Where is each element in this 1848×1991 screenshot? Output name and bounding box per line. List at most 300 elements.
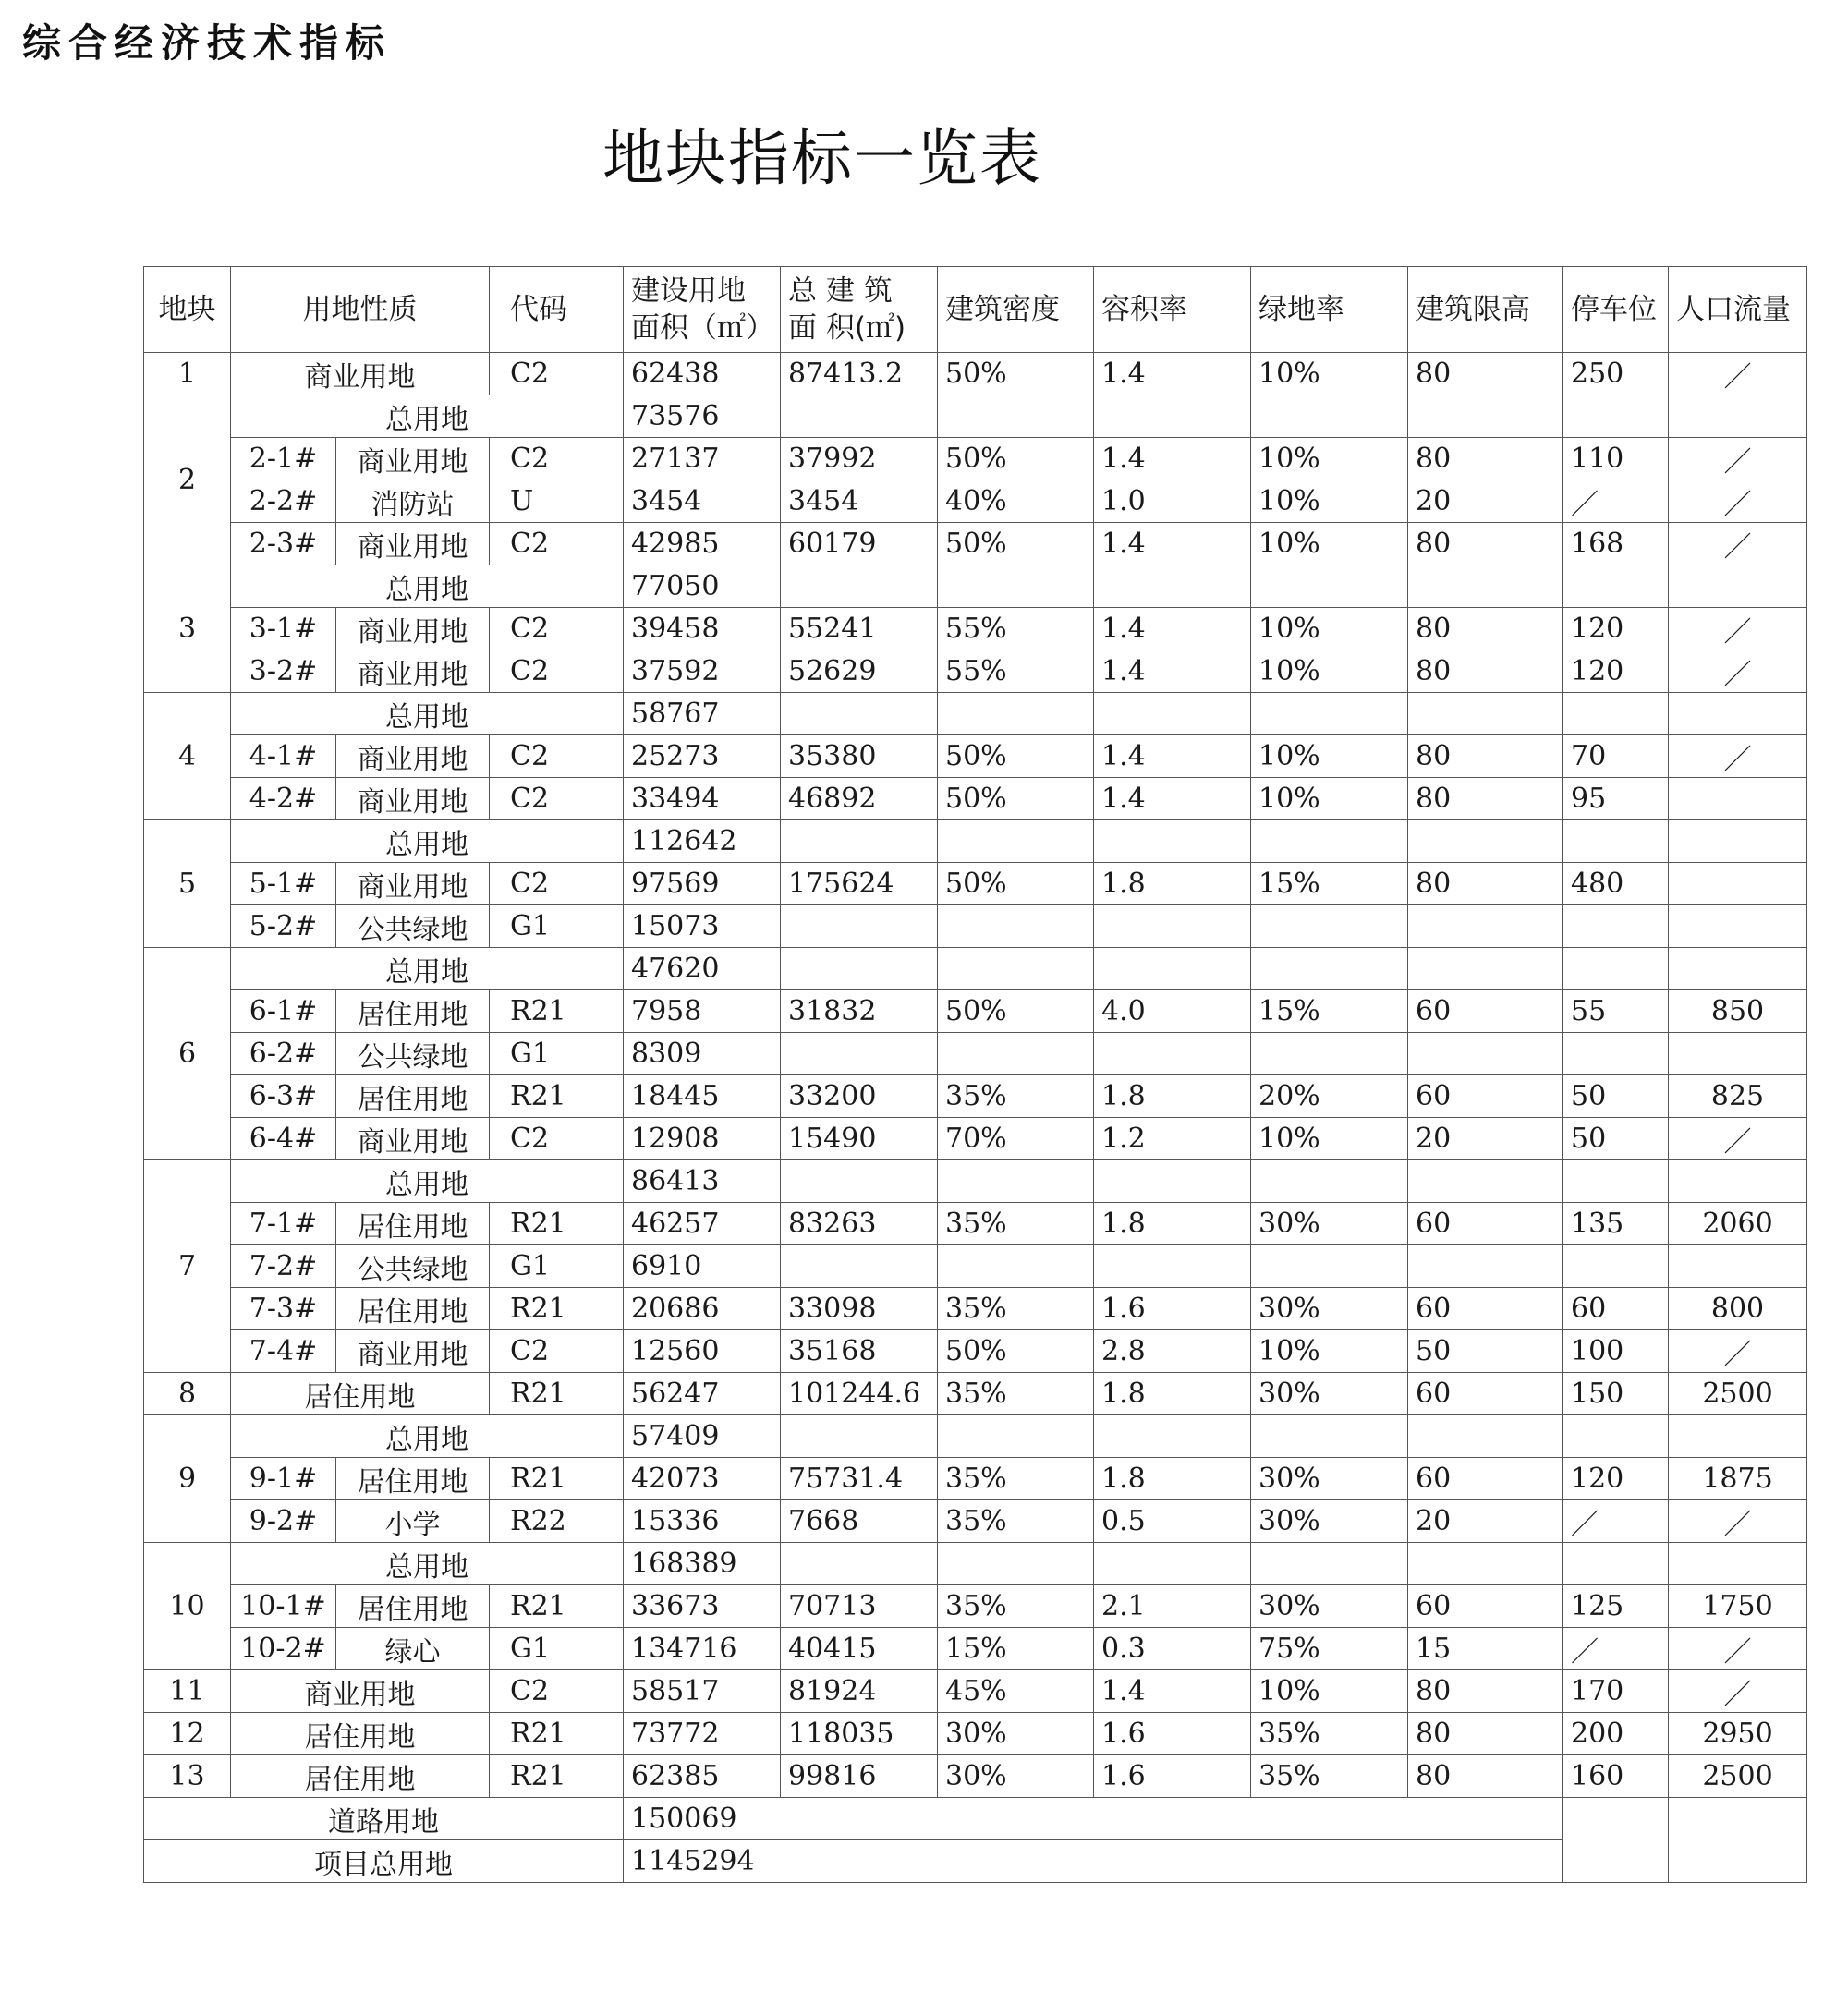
land-use: 居住用地 — [231, 1755, 490, 1798]
empty-cell — [1094, 1415, 1251, 1458]
far-cell: 1.4 — [1094, 735, 1251, 778]
green-ratio-cell: 10% — [1251, 1670, 1408, 1713]
population-cell: ／ — [1669, 650, 1807, 693]
land-use: 绿心 — [336, 1628, 490, 1670]
table-row-total — [144, 820, 1807, 863]
population-cell: ／ — [1669, 608, 1807, 650]
table-row — [144, 1713, 1807, 1755]
gfa-cell: 70713 — [781, 1585, 938, 1628]
plot-number: 8 — [144, 1373, 231, 1415]
gfa-cell: 31832 — [781, 990, 938, 1033]
height-limit-cell: 60 — [1408, 1288, 1563, 1330]
empty-cell — [1408, 395, 1563, 438]
land-use: 商业用地 — [336, 608, 490, 650]
height-limit-cell: 60 — [1408, 1585, 1563, 1628]
land-code: C2 — [490, 523, 624, 565]
land-code: R22 — [490, 1500, 624, 1543]
land-use: 商业用地 — [336, 778, 490, 820]
empty-cell — [1408, 1415, 1563, 1458]
total-land-label: 总用地 — [231, 565, 624, 608]
far-cell — [1094, 1245, 1251, 1288]
sub-plot-id: 7-1# — [231, 1203, 336, 1245]
green-ratio-cell: 30% — [1251, 1203, 1408, 1245]
empty-cell — [1408, 693, 1563, 735]
density-cell: 70% — [938, 1118, 1094, 1160]
parking-cell: 160 — [1563, 1755, 1669, 1798]
site-area-cell: 62438 — [624, 353, 781, 395]
land-use: 商业用地 — [336, 438, 490, 480]
far-cell: 1.4 — [1094, 353, 1251, 395]
green-ratio-cell: 10% — [1251, 650, 1408, 693]
gfa-cell: 75731.4 — [781, 1458, 938, 1500]
empty-cell — [938, 820, 1094, 863]
table-row-sub — [144, 650, 1807, 693]
empty-cell — [1669, 948, 1807, 990]
far-cell: 1.6 — [1094, 1755, 1251, 1798]
population-cell: 800 — [1669, 1288, 1807, 1330]
far-cell: 1.4 — [1094, 650, 1251, 693]
sub-plot-id: 7-2# — [231, 1245, 336, 1288]
empty-cell — [1563, 693, 1669, 735]
far-cell: 1.6 — [1094, 1288, 1251, 1330]
col-header-height-limit: 建筑限高 — [1408, 267, 1563, 353]
table-row-sub — [144, 905, 1807, 948]
empty-cell — [1251, 1160, 1408, 1203]
population-cell: 2500 — [1669, 1373, 1807, 1415]
far-cell: 1.8 — [1094, 1075, 1251, 1118]
land-use: 消防站 — [336, 480, 490, 523]
gfa-cell: 52629 — [781, 650, 938, 693]
density-cell: 35% — [938, 1373, 1094, 1415]
population-cell — [1669, 1245, 1807, 1288]
plot-number: 5 — [144, 820, 231, 948]
project-total-row — [144, 1840, 1807, 1883]
density-cell — [938, 1033, 1094, 1075]
table-row-sub — [144, 1628, 1807, 1670]
land-use: 公共绿地 — [336, 1245, 490, 1288]
height-limit-cell: 60 — [1408, 1458, 1563, 1500]
density-cell: 50% — [938, 1330, 1094, 1373]
density-cell: 35% — [938, 1458, 1094, 1500]
total-land-label: 总用地 — [231, 1160, 624, 1203]
empty-cell — [1251, 565, 1408, 608]
density-cell: 50% — [938, 990, 1094, 1033]
empty-cell — [781, 1543, 938, 1585]
population-cell: ／ — [1669, 523, 1807, 565]
empty-cell — [938, 693, 1094, 735]
table-row — [144, 1755, 1807, 1798]
parking-cell: 170 — [1563, 1670, 1669, 1713]
plot-number: 11 — [144, 1670, 231, 1713]
col-header-parking: 停车位 — [1563, 267, 1669, 353]
total-land-label: 总用地 — [231, 820, 624, 863]
parking-cell: ／ — [1563, 1628, 1669, 1670]
table-row-sub — [144, 523, 1807, 565]
land-code: C2 — [490, 1330, 624, 1373]
plot-number: 13 — [144, 1755, 231, 1798]
site-area-cell: 37592 — [624, 650, 781, 693]
sub-plot-id: 6-2# — [231, 1033, 336, 1075]
table-row — [144, 353, 1807, 395]
far-cell: 1.8 — [1094, 863, 1251, 905]
total-site-area: 73576 — [624, 395, 781, 438]
land-use: 居住用地 — [231, 1373, 490, 1415]
far-cell: 2.8 — [1094, 1330, 1251, 1373]
table-row-sub — [144, 480, 1807, 523]
sub-plot-id: 3-2# — [231, 650, 336, 693]
population-cell: ／ — [1669, 1628, 1807, 1670]
parking-cell: ／ — [1563, 480, 1669, 523]
sub-plot-id: 9-1# — [231, 1458, 336, 1500]
land-use: 小学 — [336, 1500, 490, 1543]
sub-plot-id: 6-4# — [231, 1118, 336, 1160]
table-row-total — [144, 395, 1807, 438]
gfa-cell: 40415 — [781, 1628, 938, 1670]
population-cell: 2500 — [1669, 1755, 1807, 1798]
height-limit-cell: 50 — [1408, 1330, 1563, 1373]
site-area-cell: 7958 — [624, 990, 781, 1033]
sub-plot-id: 10-2# — [231, 1628, 336, 1670]
height-limit-cell — [1408, 1033, 1563, 1075]
empty-cell — [938, 395, 1094, 438]
table-row-sub — [144, 1203, 1807, 1245]
empty-cell — [781, 1160, 938, 1203]
sub-plot-id: 6-3# — [231, 1075, 336, 1118]
population-cell: ／ — [1669, 1118, 1807, 1160]
far-cell: 1.4 — [1094, 1670, 1251, 1713]
table-row-sub — [144, 608, 1807, 650]
land-use: 商业用地 — [336, 650, 490, 693]
green-ratio-cell: 10% — [1251, 353, 1408, 395]
density-cell: 50% — [938, 778, 1094, 820]
height-limit-cell: 80 — [1408, 778, 1563, 820]
empty-cell — [1094, 820, 1251, 863]
green-ratio-cell: 30% — [1251, 1288, 1408, 1330]
site-area-cell: 33494 — [624, 778, 781, 820]
land-code: G1 — [490, 1033, 624, 1075]
empty-cell — [938, 948, 1094, 990]
section-header: 综合经济技术指标 — [22, 20, 393, 66]
height-limit-cell: 80 — [1408, 1713, 1563, 1755]
site-area-cell: 73772 — [624, 1713, 781, 1755]
empty-cell — [938, 1543, 1094, 1585]
sub-plot-id: 4-2# — [231, 778, 336, 820]
road-area-row — [144, 1798, 1807, 1840]
empty-cell — [1669, 820, 1807, 863]
table-row-total — [144, 948, 1807, 990]
parking-cell: 110 — [1563, 438, 1669, 480]
height-limit-cell: 80 — [1408, 438, 1563, 480]
site-area-cell: 20686 — [624, 1288, 781, 1330]
plot-number: 10 — [144, 1543, 231, 1670]
green-ratio-cell: 20% — [1251, 1075, 1408, 1118]
population-cell: ／ — [1669, 1500, 1807, 1543]
height-limit-cell: 80 — [1408, 1755, 1563, 1798]
height-limit-cell: 80 — [1408, 650, 1563, 693]
gfa-cell: 46892 — [781, 778, 938, 820]
parking-cell: 120 — [1563, 608, 1669, 650]
green-ratio-cell: 30% — [1251, 1458, 1408, 1500]
sub-plot-id: 2-1# — [231, 438, 336, 480]
land-code: R21 — [490, 1373, 624, 1415]
site-area-cell: 18445 — [624, 1075, 781, 1118]
land-code: G1 — [490, 1245, 624, 1288]
land-use: 商业用地 — [336, 1330, 490, 1373]
parking-cell: 60 — [1563, 1288, 1669, 1330]
far-cell: 1.0 — [1094, 480, 1251, 523]
land-use: 商业用地 — [336, 863, 490, 905]
green-ratio-cell: 30% — [1251, 1373, 1408, 1415]
density-cell: 55% — [938, 608, 1094, 650]
total-site-area: 47620 — [624, 948, 781, 990]
far-cell: 1.4 — [1094, 523, 1251, 565]
height-limit-cell: 80 — [1408, 353, 1563, 395]
parking-cell: 50 — [1563, 1075, 1669, 1118]
far-cell: 1.4 — [1094, 778, 1251, 820]
table-title: 地块指标一览表 — [602, 123, 1042, 194]
empty-cell — [781, 565, 938, 608]
land-code: C2 — [490, 735, 624, 778]
parking-cell: 100 — [1563, 1330, 1669, 1373]
population-cell — [1669, 1033, 1807, 1075]
land-use: 公共绿地 — [336, 905, 490, 948]
parking-cell: 168 — [1563, 523, 1669, 565]
density-cell: 40% — [938, 480, 1094, 523]
empty-cell — [1669, 693, 1807, 735]
population-cell — [1669, 905, 1807, 948]
plot-number: 1 — [144, 353, 231, 395]
land-use: 居住用地 — [336, 1585, 490, 1628]
empty-cell — [1408, 1543, 1563, 1585]
parking-cell: 95 — [1563, 778, 1669, 820]
height-limit-cell: 20 — [1408, 1118, 1563, 1160]
gfa-cell: 37992 — [781, 438, 938, 480]
land-use: 公共绿地 — [336, 1033, 490, 1075]
parking-cell: 120 — [1563, 1458, 1669, 1500]
parking-cell: 135 — [1563, 1203, 1669, 1245]
land-code: U — [490, 480, 624, 523]
land-code: R21 — [490, 1075, 624, 1118]
total-land-label: 总用地 — [231, 948, 624, 990]
far-cell: 1.6 — [1094, 1713, 1251, 1755]
gfa-cell: 35380 — [781, 735, 938, 778]
density-cell: 30% — [938, 1713, 1094, 1755]
empty-cell — [1563, 1415, 1669, 1458]
population-cell — [1669, 863, 1807, 905]
density-cell: 45% — [938, 1670, 1094, 1713]
road-area-label: 道路用地 — [144, 1798, 624, 1840]
site-area-cell: 15073 — [624, 905, 781, 948]
table-row-sub — [144, 1585, 1807, 1628]
far-cell: 0.5 — [1094, 1500, 1251, 1543]
land-code: C2 — [490, 608, 624, 650]
land-use: 商业用地 — [231, 353, 490, 395]
project-total-label: 项目总用地 — [144, 1840, 624, 1883]
land-use: 居住用地 — [336, 1458, 490, 1500]
sub-plot-id: 7-3# — [231, 1288, 336, 1330]
site-area-cell: 58517 — [624, 1670, 781, 1713]
empty-cell — [938, 1160, 1094, 1203]
land-code: C2 — [490, 1670, 624, 1713]
site-area-cell: 27137 — [624, 438, 781, 480]
density-cell: 35% — [938, 1075, 1094, 1118]
col-header-far: 容积率 — [1094, 267, 1251, 353]
table-row-sub — [144, 1288, 1807, 1330]
height-limit-cell: 80 — [1408, 608, 1563, 650]
table-row — [144, 1670, 1807, 1713]
far-cell: 1.2 — [1094, 1118, 1251, 1160]
empty-cell — [1251, 820, 1408, 863]
gfa-cell: 83263 — [781, 1203, 938, 1245]
parking-cell: ／ — [1563, 1500, 1669, 1543]
empty-cell — [1094, 1543, 1251, 1585]
green-ratio-cell — [1251, 1245, 1408, 1288]
sub-plot-id: 5-2# — [231, 905, 336, 948]
site-area-cell: 15336 — [624, 1500, 781, 1543]
plot-number: 6 — [144, 948, 231, 1160]
land-use: 商业用地 — [336, 1118, 490, 1160]
empty-cell — [1094, 565, 1251, 608]
empty-cell — [1563, 948, 1669, 990]
land-code: C2 — [490, 438, 624, 480]
empty-cell — [1669, 1160, 1807, 1203]
total-site-area: 168389 — [624, 1543, 781, 1585]
empty-cell — [1094, 395, 1251, 438]
parking-cell — [1563, 1245, 1669, 1288]
far-cell: 0.3 — [1094, 1628, 1251, 1670]
height-limit-cell: 80 — [1408, 735, 1563, 778]
total-site-area: 77050 — [624, 565, 781, 608]
gfa-cell: 118035 — [781, 1713, 938, 1755]
gfa-cell: 81924 — [781, 1670, 938, 1713]
project-total-value: 1145294 — [624, 1840, 1563, 1883]
height-limit-cell: 60 — [1408, 1203, 1563, 1245]
site-area-cell: 134716 — [624, 1628, 781, 1670]
gfa-cell: 87413.2 — [781, 353, 938, 395]
green-ratio-cell: 10% — [1251, 1118, 1408, 1160]
empty-cell — [781, 395, 938, 438]
density-cell: 50% — [938, 438, 1094, 480]
land-use: 居住用地 — [336, 1075, 490, 1118]
table-row-sub — [144, 1118, 1807, 1160]
site-area-cell: 33673 — [624, 1585, 781, 1628]
site-area-cell: 8309 — [624, 1033, 781, 1075]
plot-number: 4 — [144, 693, 231, 820]
empty-cell — [1094, 948, 1251, 990]
table-row-sub — [144, 1500, 1807, 1543]
header-row — [144, 267, 1807, 353]
sub-plot-id: 7-4# — [231, 1330, 336, 1373]
green-ratio-cell: 10% — [1251, 438, 1408, 480]
table-row-sub — [144, 1458, 1807, 1500]
density-cell: 35% — [938, 1288, 1094, 1330]
population-cell: ／ — [1669, 353, 1807, 395]
table-row-total — [144, 1160, 1807, 1203]
table-row — [144, 1373, 1807, 1415]
population-cell: 825 — [1669, 1075, 1807, 1118]
land-code: R21 — [490, 1288, 624, 1330]
site-area-cell: 42985 — [624, 523, 781, 565]
far-cell: 1.8 — [1094, 1373, 1251, 1415]
sub-plot-id: 2-2# — [231, 480, 336, 523]
parking-cell: 480 — [1563, 863, 1669, 905]
far-cell — [1094, 905, 1251, 948]
empty-cell — [1669, 1543, 1807, 1585]
sub-plot-id: 5-1# — [231, 863, 336, 905]
land-use: 居住用地 — [336, 1288, 490, 1330]
land-code: C2 — [490, 650, 624, 693]
total-site-area: 112642 — [624, 820, 781, 863]
empty-cell — [781, 948, 938, 990]
total-land-label: 总用地 — [231, 1543, 624, 1585]
empty-cell — [1251, 395, 1408, 438]
green-ratio-cell: 35% — [1251, 1713, 1408, 1755]
far-cell: 1.8 — [1094, 1203, 1251, 1245]
height-limit-cell — [1408, 1245, 1563, 1288]
parking-cell: 125 — [1563, 1585, 1669, 1628]
height-limit-cell: 80 — [1408, 1670, 1563, 1713]
gfa-cell: 15490 — [781, 1118, 938, 1160]
plot-indicator-table — [143, 266, 1807, 1883]
land-code: R21 — [490, 1458, 624, 1500]
gfa-cell — [781, 905, 938, 948]
empty-cell — [1669, 395, 1807, 438]
population-cell: 2060 — [1669, 1203, 1807, 1245]
height-limit-cell: 15 — [1408, 1628, 1563, 1670]
site-area-cell: 12560 — [624, 1330, 781, 1373]
site-area-cell: 62385 — [624, 1755, 781, 1798]
col-header-density: 建筑密度 — [938, 267, 1094, 353]
empty-cell — [1094, 693, 1251, 735]
far-cell: 1.4 — [1094, 608, 1251, 650]
population-cell: 850 — [1669, 990, 1807, 1033]
empty-cell — [1563, 820, 1669, 863]
parking-cell: 55 — [1563, 990, 1669, 1033]
empty-cell — [1669, 1798, 1807, 1883]
empty-cell — [1408, 565, 1563, 608]
height-limit-cell: 60 — [1408, 990, 1563, 1033]
land-code: R21 — [490, 1713, 624, 1755]
site-area-cell: 56247 — [624, 1373, 781, 1415]
site-area-cell: 97569 — [624, 863, 781, 905]
land-use: 商业用地 — [336, 735, 490, 778]
green-ratio-cell: 75% — [1251, 1628, 1408, 1670]
total-site-area: 58767 — [624, 693, 781, 735]
empty-cell — [1563, 1798, 1669, 1883]
height-limit-cell: 20 — [1408, 480, 1563, 523]
height-limit-cell: 60 — [1408, 1075, 1563, 1118]
population-cell: 1750 — [1669, 1585, 1807, 1628]
sub-plot-id: 2-3# — [231, 523, 336, 565]
gfa-cell: 33200 — [781, 1075, 938, 1118]
height-limit-cell: 20 — [1408, 1500, 1563, 1543]
far-cell: 4.0 — [1094, 990, 1251, 1033]
land-code: C2 — [490, 863, 624, 905]
gfa-cell — [781, 1245, 938, 1288]
parking-cell: 120 — [1563, 650, 1669, 693]
col-header-land-use: 用地性质 — [231, 267, 490, 353]
population-cell: ／ — [1669, 438, 1807, 480]
plot-number: 3 — [144, 565, 231, 693]
total-land-label: 总用地 — [231, 1415, 624, 1458]
green-ratio-cell: 30% — [1251, 1500, 1408, 1543]
population-cell: 2950 — [1669, 1713, 1807, 1755]
table-row-sub — [144, 1033, 1807, 1075]
green-ratio-cell — [1251, 1033, 1408, 1075]
table-row-sub — [144, 438, 1807, 480]
land-use: 居住用地 — [336, 1203, 490, 1245]
green-ratio-cell: 10% — [1251, 735, 1408, 778]
